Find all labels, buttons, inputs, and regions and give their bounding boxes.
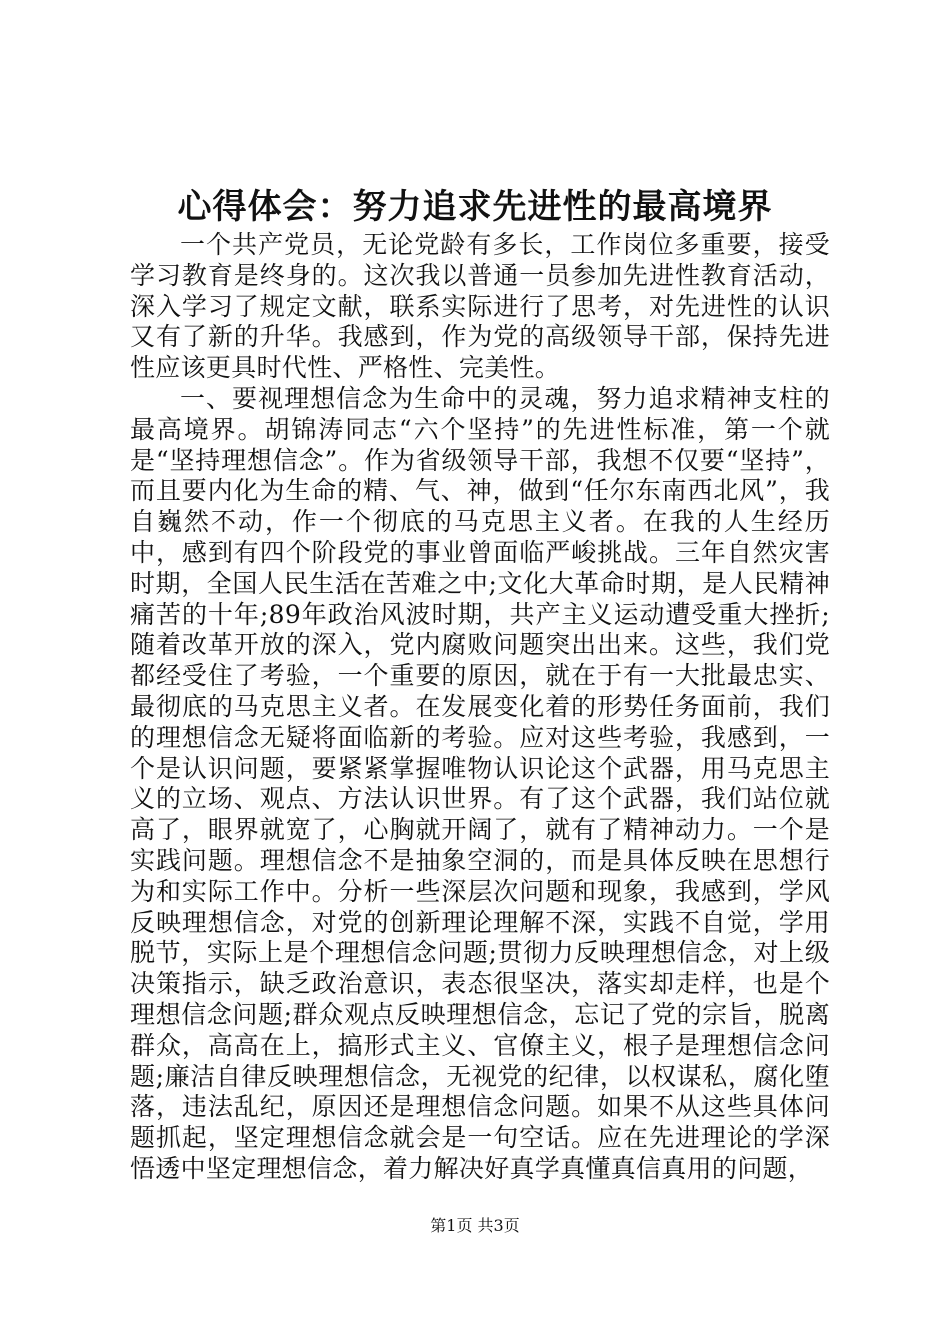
paragraph-intro: 一个共产党员，无论党龄有多长，工作岗位多重要，接受学习教育是终身的。这次我以普通一员参加先进性教育活动，深入学习了规定文献，联系实际进行了思考，对先进性的认识又有了新的升华。我感到，作为党的高级领导干部，保持先进性应该更具时代性、严格性、完美性。 (130, 230, 830, 383)
document-body (130, 230, 830, 1185)
document-title: 心得体会：努力追求先进性的最高境界 (177, 187, 773, 227)
paragraph-section-one: 一、要视理想信念为生命中的灵魂，努力追求精神支柱的最高境界。胡锦涛同志“六个坚持”的先进性标准，第一个就是“坚持理想信念”。作为省级领导干部，我想不仅要“坚持”，而且要内化为生命的精、气、神，做到“任尔东南西北风”，我自巍然不动，作一个彻底的马克思主义者。在我的人生经历中，感到有四个阶段党的事业曾面临严峻挑战。三年自然灾害时期，全国人民生活在苦难之中;文化大革命时期，是人民精神痛苦的十年;89年政治风波时期，共产主义运动遭受重大挫折;随着改革开放的深入，党内腐败问题突出出来。这些，我们党都经受住了考验，一个重要的原因，就在于有一大批最忠实、最彻底的马克思主义者。在发展变化着的形势任务面前，我们的理想信念无疑将面临新的考验。应对这些考验，我感到，一个是认识问题，要紧紧掌握唯物认识论这个武器，用马克思主义的立场、观点、方法认识世界。有了这个武器，我们站位就高了，眼界就宽了，心胸就开阔了，就有了精神动力。一个是实践问题。理想信念不是抽象空洞的，而是具体反映在思想行为和实际工作中。分析一些深层次问题和现象，我感到，学风反映理想信念，对党的创新理论理解不深，实践不自觉，学用脱节，实际上是个理想信念问题;贯彻力反映理想信念，对上级决策指示，缺乏政治意识，表态很坚决，落实却走样，也是个理想信念问题;群众观点反映理想信念，忘记了党的宗旨，脱离群众，高高在上，搞形式主义、官僚主义，根子是理想信念问题;廉洁自律反映理想信念，无视党的纪律，以权谋私，腐化堕落，违法乱纪，原因还是理想信念问题。如果不从这些具体问题抓起，坚定理想信念就会是一句空话。应在先进理论的学深悟透中坚定理想信念，着力解决好真学真懂真信真用的问题， (130, 383, 830, 1183)
page-number-footer: 第1页 共3页 (430, 1216, 520, 1235)
